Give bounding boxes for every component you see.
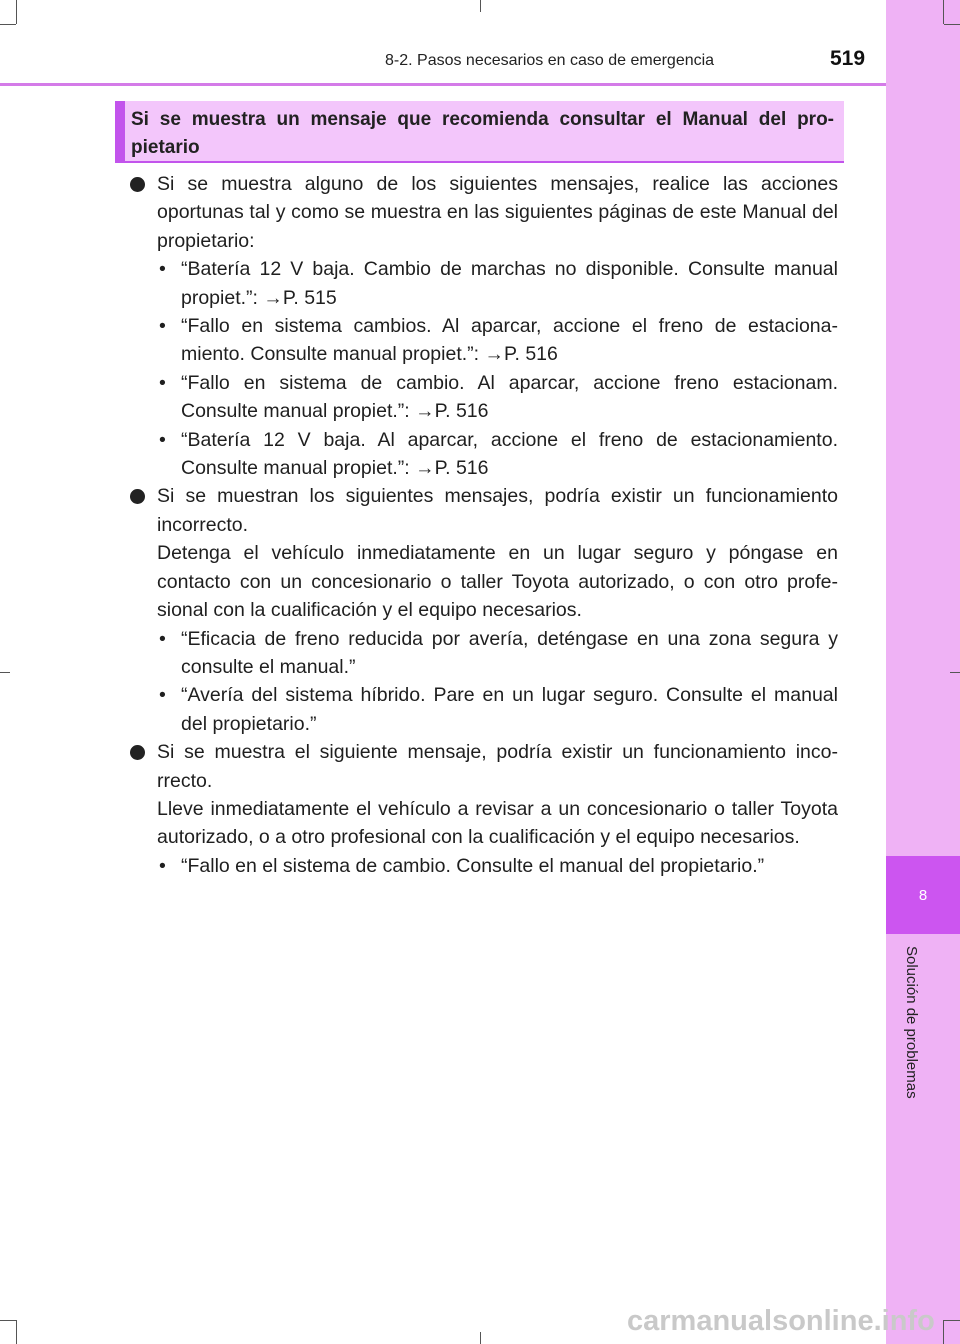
sub-item-text: “Batería 12 V baja. Al aparcar, accione el freno de estacionamiento. Consulte manual propiet.”: →P. 516	[181, 428, 838, 480]
paragraph: Lleve inmediatamente el vehículo a revisar a un concesionario o taller Toyota autorizado, o a otro profesional con la cualificación y el equipo necesarios.	[157, 797, 838, 849]
bullet-item	[130, 482, 838, 624]
sub-item: • “Batería 12 V baja. Cambio de marchas no disponible. Consulte manual propiet.”: →P. 515	[159, 258, 838, 309]
sub-item: • “Avería del sistema híbrido. Pare en un lugar seguro. Consulte el manual del propietario.”	[159, 684, 838, 735]
crop-mark	[0, 24, 16, 25]
chapter-number-tab	[886, 856, 960, 934]
crop-mark	[950, 672, 960, 673]
sub-item: • “Fallo en sistema cambios. Al aparcar, accione el freno de estaciona-miento. Consulte manual propiet.”: →P. 516	[159, 315, 838, 366]
sub-item: • “Fallo en sistema de cambio. Al aparcar, accione freno estacionam. Consulte manual propiet.”: →P. 516	[159, 371, 838, 423]
paragraph: Si se muestra alguno de los siguientes mensajes, realice las acciones oportunas tal y como se muestra en las siguientes páginas de este Manual del propietario:	[157, 173, 838, 252]
sub-item-text: “Fallo en sistema cambios. Al aparcar, accione el freno de estaciona-miento. Consulte manual propiet.”: →P. 516	[181, 315, 838, 366]
sub-item-text: “Fallo en sistema de cambio. Al aparcar, accione freno estacionam. Consulte manual propiet.”: →P. 516	[181, 371, 838, 423]
crop-mark	[16, 1320, 17, 1344]
crop-mark	[480, 1332, 481, 1344]
bullet-item	[130, 170, 838, 255]
paragraph: Detenga el vehículo inmediatamente en un lugar seguro y póngase en contacto con un concesionario o taller Toyota autorizado, o con otro profe-sional con la cualificación y el equipo necesarios.	[157, 542, 838, 622]
chapter-number: 8	[918, 886, 928, 904]
sub-item-text: “Avería del sistema híbrido. Pare en un lugar seguro. Consulte el manual del propietario.”	[181, 684, 838, 735]
sub-item-text: “Eficacia de freno reducida por avería, deténgase en una zona segura y consulte el manual.”	[181, 627, 838, 678]
content-body	[130, 170, 838, 880]
crop-mark	[0, 1320, 16, 1321]
section-title: 8-2. Pasos necesarios en caso de emergencia	[385, 52, 715, 69]
crop-mark	[944, 1320, 960, 1321]
paragraph: Si se muestra el siguiente mensaje, podría existir un funcionamiento inco-rrecto.	[157, 741, 838, 792]
sub-item-text: “Batería 12 V baja. Cambio de marchas no disponible. Consulte manual propiet.”: →P. 515	[181, 258, 838, 309]
chapter-title: Solución de problemas	[903, 946, 920, 1099]
chapter-sidebar	[886, 0, 960, 1344]
bullet-dot	[130, 745, 145, 760]
sub-item: • “Batería 12 V baja. Al aparcar, accione el freno de estacionamiento. Consulte manual propiet.”: →P. 516	[159, 428, 838, 480]
crop-mark	[0, 672, 10, 673]
crop-mark	[943, 0, 944, 24]
section-heading-box	[115, 101, 844, 163]
crop-mark	[16, 0, 17, 24]
bullet-dot	[130, 489, 145, 504]
bullet-dot	[130, 177, 145, 192]
sub-item: • “Fallo en el sistema de cambio. Consulte el manual del propietario.”	[159, 854, 765, 877]
crop-mark	[943, 1320, 944, 1344]
sub-item-text: “Fallo en el sistema de cambio. Consulte el manual del propietario.”	[181, 854, 765, 877]
crop-mark	[944, 24, 960, 25]
watermark: carmanualsonline.info	[627, 1305, 935, 1337]
section-heading: Si se muestra un mensaje que recomienda consultar el Manual del pro-pietario	[131, 109, 834, 158]
page-number: 519	[830, 47, 866, 70]
header-rule	[0, 83, 886, 86]
crop-mark	[480, 0, 481, 12]
bullet-item	[130, 738, 838, 852]
sub-item: • “Eficacia de freno reducida por avería, deténgase en una zona segura y consulte el manual.”	[159, 627, 838, 678]
paragraph: Si se muestran los siguientes mensajes, podría existir un funcionamiento incorrecto.	[157, 485, 838, 536]
